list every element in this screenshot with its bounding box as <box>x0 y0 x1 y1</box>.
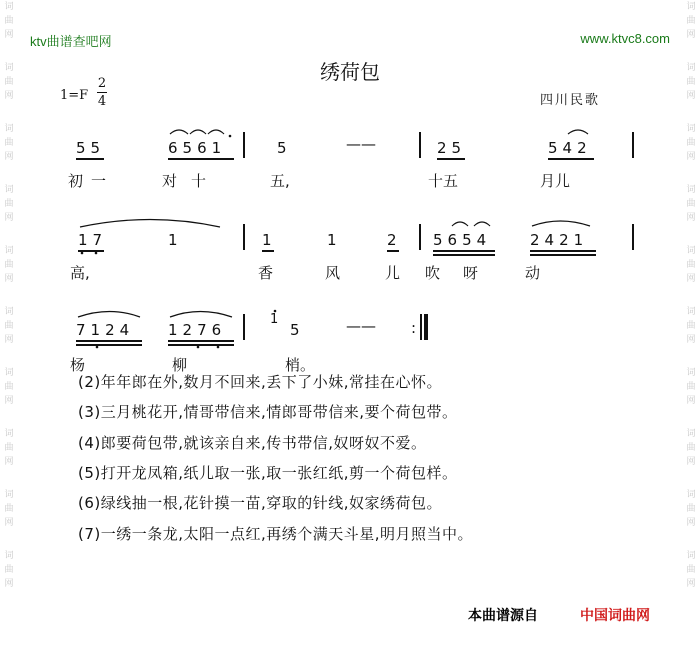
slur <box>190 130 206 134</box>
lyric: 风 <box>325 264 341 282</box>
key-signature: 1=F <box>60 88 89 103</box>
song-origin: 四川民歌 <box>540 93 601 108</box>
lyric: 高, <box>70 264 90 282</box>
verse-line: (4)郎要荷包带,就该亲自来,传书带信,奴呀奴不爱。 <box>78 434 427 452</box>
verse-line: (7)一绣一条龙,太阳一点红,再绣个满天斗星,明月照当中。 <box>78 525 474 543</box>
lyric: 对十 <box>162 172 221 190</box>
high-dot <box>229 135 232 138</box>
slur <box>170 130 188 134</box>
lyric: 动 <box>525 264 541 282</box>
source-label: 本曲谱源自 <box>468 608 538 624</box>
lyric: 五, <box>270 172 290 190</box>
grace-note: 1 <box>270 312 284 327</box>
verse-line: (2)年年郎在外,数月不回来,丢下了小妹,常挂在心怀。 <box>78 373 443 391</box>
note-group: 1276 <box>168 321 227 339</box>
low-dot <box>217 346 220 349</box>
lyric: 杨 <box>70 356 86 374</box>
lyric: 香 <box>258 264 274 282</box>
lyric: 月儿 <box>540 172 571 190</box>
slur <box>532 221 590 226</box>
lyric: 十五 <box>428 172 459 190</box>
note-group: 25 <box>437 139 467 157</box>
tie <box>80 220 220 228</box>
watermark-left: 词曲网 词曲网 词曲网 词曲网 词曲网 词曲网 词曲网 词曲网 词曲网 词曲网 <box>4 2 14 589</box>
low-dot <box>81 252 84 255</box>
note-group: 5 <box>290 321 305 339</box>
note-group: 7124 <box>76 321 135 339</box>
watermark-right: 词曲网 词曲网 词曲网 词曲网 词曲网 词曲网 词曲网 词曲网 词曲网 词曲网 <box>686 2 696 589</box>
note-dash: —— <box>346 135 376 153</box>
note-group: 6561 <box>168 139 227 157</box>
lyric: 柳 <box>172 356 188 374</box>
note-group: 1 <box>327 231 342 249</box>
high-dot <box>274 310 277 313</box>
time-bottom: 4 <box>97 94 107 109</box>
note-group: 1 <box>168 231 183 249</box>
slur <box>568 130 588 134</box>
verse-line: (5)打开龙凤箱,纸儿取一张,取一张红纸,剪一个荷包样。 <box>78 464 458 482</box>
lyric: 初一 <box>68 172 115 190</box>
note-group: 5 <box>277 139 292 157</box>
song-title: 绣荷包 <box>320 60 380 84</box>
site-url-right[interactable]: www.ktvc8.com <box>580 31 670 46</box>
lyric: 呀 <box>463 264 479 282</box>
slur <box>208 130 224 134</box>
slur <box>170 312 232 318</box>
note-group: 2421 <box>530 231 589 249</box>
note-group: 542 <box>548 139 592 157</box>
note-group: 2 <box>387 231 402 249</box>
note-group: 1 <box>262 231 277 249</box>
lyric: 儿 <box>385 264 401 282</box>
low-dot <box>95 252 98 255</box>
verse-line: (6)绿线抽一根,花针摸一苗,穿取的针线,奴家绣荷包。 <box>78 494 443 512</box>
slur <box>452 222 468 226</box>
lyric: 梢。 <box>285 356 316 374</box>
low-dot <box>197 346 200 349</box>
repeat-dots: : <box>411 319 417 337</box>
note-group: 55 <box>76 139 106 157</box>
note-dash: —— <box>346 317 376 335</box>
site-name-left[interactable]: ktv曲谱查吧网 <box>30 34 112 49</box>
note-group: 5654 <box>433 231 492 249</box>
slur <box>78 312 140 318</box>
source-site-link[interactable]: 中国词曲网 <box>580 608 650 624</box>
slur <box>474 222 490 226</box>
low-dot <box>96 346 99 349</box>
verse-line: (3)三月桃花开,情哥带信来,情郎哥带信来,要个荷包带。 <box>78 403 458 421</box>
time-top: 2 <box>97 76 107 91</box>
note-group: 17 <box>78 231 108 249</box>
lyric: 吹 <box>425 264 441 282</box>
